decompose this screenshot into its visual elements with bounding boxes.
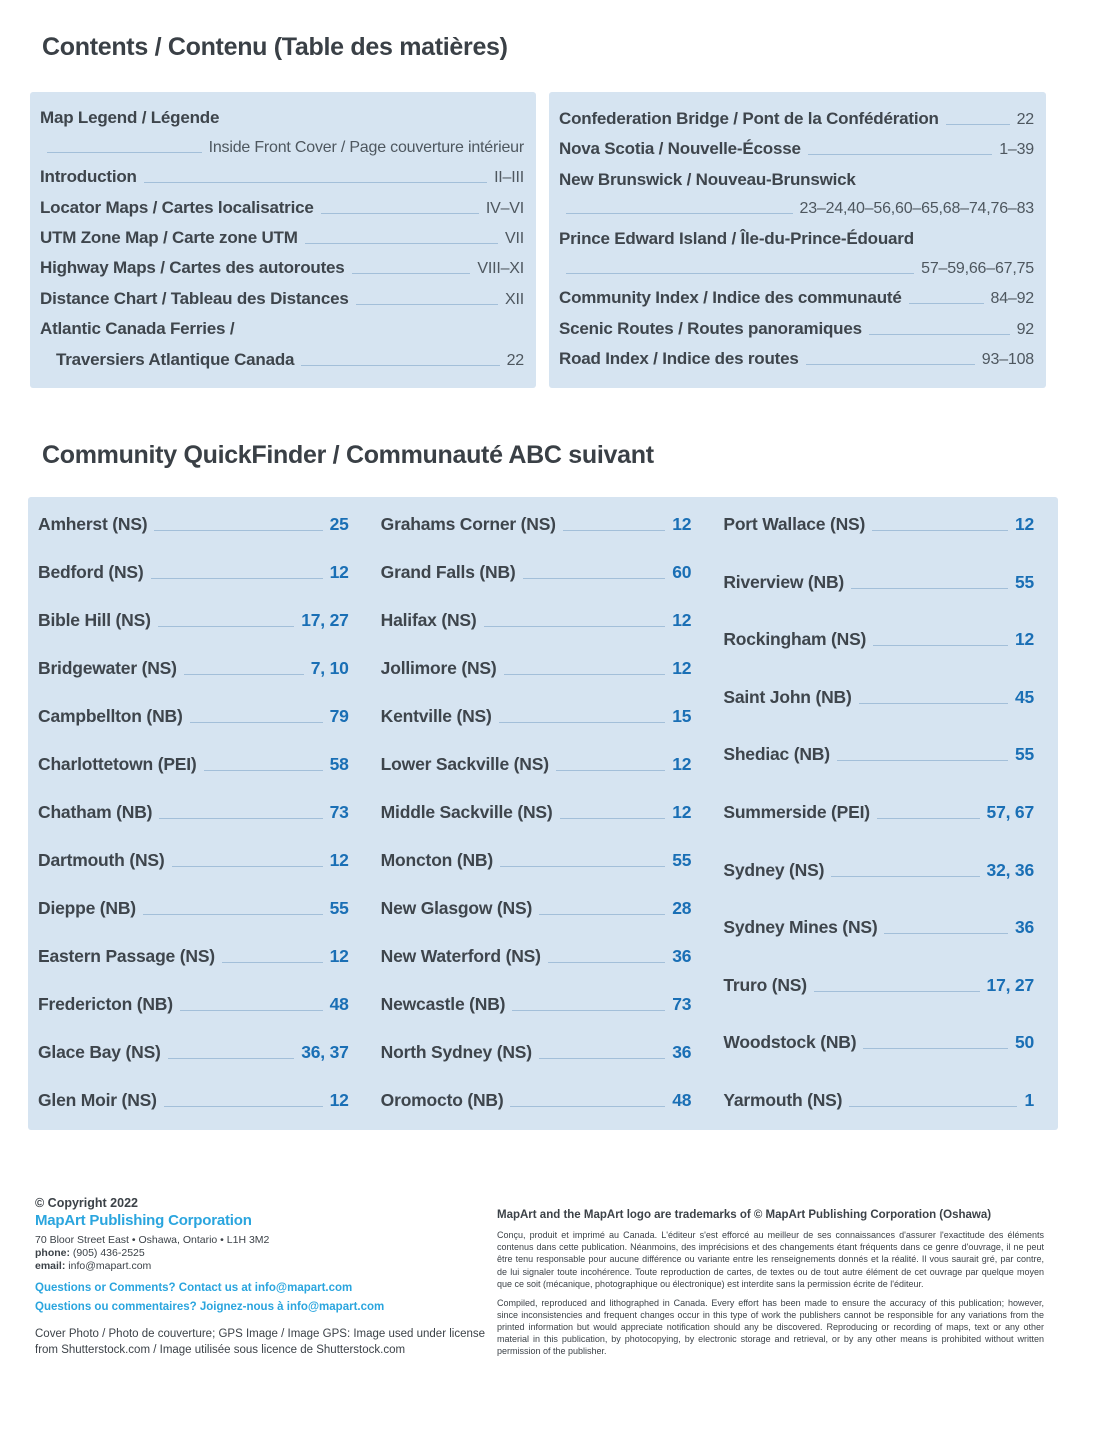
contents-entry-label: Introduction — [40, 167, 137, 187]
quickfinder-entry — [38, 946, 349, 967]
contents-entry — [559, 229, 1034, 249]
community-name: New Glasgow (NS) — [380, 898, 533, 918]
quickfinder-entry — [38, 1090, 349, 1111]
dot-leader — [859, 703, 1008, 704]
dot-leader — [869, 334, 1010, 335]
contents-entry-label: Nova Scotia / Nouvelle-Écosse — [559, 139, 801, 159]
community-name: Moncton (NB) — [380, 850, 493, 870]
dot-leader — [180, 1010, 323, 1011]
dot-leader — [484, 626, 666, 627]
community-name: Bedford (NS) — [38, 562, 144, 582]
community-name: North Sydney (NS) — [380, 1042, 532, 1062]
quickfinder-column — [723, 514, 1034, 1111]
community-name: Chatham (NB) — [38, 802, 153, 822]
dot-leader — [172, 866, 323, 867]
quickfinder-entry — [723, 860, 1034, 881]
community-name: Eastern Passage (NS) — [38, 946, 215, 966]
community-page-number: 12 — [672, 658, 692, 678]
community-page-number: 36 — [672, 946, 692, 966]
community-page-number: 60 — [672, 562, 692, 582]
dot-leader — [539, 1058, 665, 1059]
contents-entry — [40, 289, 524, 309]
dot-leader — [504, 674, 666, 675]
contents-entry-subline — [40, 350, 524, 370]
dot-leader — [499, 722, 666, 723]
dot-leader — [806, 364, 975, 365]
community-page-number: 36 — [672, 1042, 692, 1062]
contents-entry-label: Locator Maps / Cartes localisatrice — [40, 197, 314, 217]
dot-leader — [512, 1010, 665, 1011]
contents-entry-pages: II–III — [494, 169, 524, 187]
contents-entry-pages: 57–59,66–67,75 — [921, 259, 1034, 277]
community-name: Kentville (NS) — [380, 706, 492, 726]
dot-leader — [837, 760, 1008, 761]
community-name: New Waterford (NS) — [380, 946, 541, 966]
contents-entry-pages: 23–24,40–56,60–65,68–74,76–83 — [799, 200, 1034, 218]
community-name: Fredericton (NB) — [38, 994, 173, 1014]
dot-leader — [851, 588, 1008, 589]
community-page-number: 12 — [329, 850, 349, 870]
dot-leader — [884, 933, 1007, 934]
contents-entry — [559, 319, 1034, 339]
contents-entry-pages: 92 — [1016, 320, 1034, 338]
community-page-number: 73 — [672, 994, 692, 1014]
contents-entry — [40, 319, 524, 339]
quickfinder-entry — [38, 562, 349, 583]
quickfinder-entry — [723, 629, 1034, 650]
community-name: Sydney (NS) — [723, 859, 825, 880]
dot-leader — [500, 866, 665, 867]
community-name: Grand Falls (NB) — [380, 562, 516, 582]
community-page-number: 36, 37 — [301, 1042, 349, 1062]
community-name: Newcastle (NB) — [380, 994, 506, 1014]
dot-leader — [873, 645, 1008, 646]
dot-leader — [566, 213, 793, 214]
community-name: Bible Hill (NS) — [38, 610, 151, 630]
community-name: Glen Moir (NS) — [38, 1090, 157, 1110]
community-page-number: 55 — [1014, 571, 1035, 592]
email-label: email: — [35, 1260, 66, 1272]
dot-leader — [204, 770, 323, 771]
dot-leader — [563, 530, 665, 531]
community-page-number: 55 — [1014, 744, 1035, 765]
contents-entry-pages-line — [559, 260, 1034, 278]
quickfinder-entry — [38, 514, 349, 535]
phone-value: (905) 436-2525 — [70, 1247, 145, 1259]
community-page-number: 12 — [1014, 629, 1035, 650]
quickfinder-entry — [38, 1042, 349, 1063]
dot-leader — [946, 124, 1010, 125]
contents-entry-label: Highway Maps / Cartes des autoroutes — [40, 258, 345, 278]
contents-entry-pages: VIII–XI — [477, 260, 524, 278]
community-page-number: 12 — [672, 802, 692, 822]
contact-line-en: Questions or Comments? Contact us at info@mapart.com — [35, 1282, 353, 1294]
contents-entry-pages-line — [559, 200, 1034, 218]
quickfinder-entry — [38, 706, 349, 727]
community-page-number: 17, 27 — [986, 974, 1035, 995]
dot-leader — [814, 991, 980, 992]
community-page-number: 57, 67 — [986, 801, 1035, 822]
contents-entry — [559, 349, 1034, 369]
quickfinder-entry — [381, 514, 692, 535]
contents-entry — [559, 139, 1034, 159]
community-name: Campbellton (NB) — [38, 706, 183, 726]
community-name: Amherst (NS) — [38, 514, 148, 534]
email-value: info@mapart.com — [65, 1260, 152, 1272]
quickfinder-entry — [381, 658, 692, 679]
community-name: Oromocto (NB) — [380, 1090, 504, 1110]
community-name: Truro (NS) — [723, 974, 807, 995]
quickfinder-entry — [38, 850, 349, 871]
community-page-number: 58 — [329, 754, 349, 774]
community-page-number: 17, 27 — [301, 610, 349, 630]
contents-entry-label: Distance Chart / Tableau des Distances — [40, 288, 349, 308]
dot-leader — [158, 626, 295, 627]
contents-entry-pages: 93–108 — [981, 351, 1034, 369]
quickfinder-entry — [38, 658, 349, 679]
quickfinder-entry — [381, 562, 692, 583]
community-page-number: 7, 10 — [310, 658, 349, 678]
contents-entry — [40, 228, 524, 248]
dot-leader — [877, 818, 980, 819]
contents-entry — [559, 109, 1034, 129]
dot-leader — [356, 304, 498, 305]
dot-leader — [352, 273, 471, 274]
contents-entry-label: Map Legend / Légende — [40, 108, 220, 128]
dot-leader — [159, 818, 322, 819]
quickfinder-entry — [381, 946, 692, 967]
community-page-number: 32, 36 — [986, 859, 1035, 880]
contents-entry — [559, 288, 1034, 308]
contents-entry-label: Community Index / Indice des communauté — [559, 288, 902, 308]
contents-entry-pages-line — [40, 139, 524, 157]
quickfinder-entry — [381, 850, 692, 871]
dot-leader — [144, 182, 487, 183]
community-name: Sydney Mines (NS) — [723, 917, 878, 938]
dot-leader — [510, 1106, 665, 1107]
community-page-number: 12 — [672, 514, 692, 534]
community-name: Dartmouth (NS) — [38, 850, 165, 870]
contents-right-panel — [549, 92, 1046, 388]
quickfinder-entry — [723, 514, 1034, 535]
dot-leader — [305, 243, 498, 244]
dot-leader — [566, 273, 914, 274]
community-name: Jollimore (NS) — [380, 658, 497, 678]
community-page-number: 25 — [329, 514, 349, 534]
contents-entry-sublabel: Traversiers Atlantique Canada — [56, 349, 295, 369]
dot-leader — [539, 914, 665, 915]
contents-entry-pages: VII — [505, 229, 524, 247]
dot-leader — [190, 722, 323, 723]
dot-leader — [164, 1106, 323, 1107]
publisher-name: MapArt Publishing Corporation — [35, 1212, 252, 1229]
contents-entry-label: Road Index / Indice des routes — [559, 349, 799, 369]
dot-leader — [301, 365, 499, 366]
community-page-number: 12 — [329, 1090, 349, 1110]
quickfinder-entry — [38, 754, 349, 775]
dot-leader — [909, 303, 984, 304]
quickfinder-entry — [381, 1090, 692, 1111]
cover-photo-credit: Cover Photo / Photo de couverture; GPS Image / Image GPS: Image used under license from Shutterstock.com / Image utilisée sous licence de Shutterstock.com — [35, 1328, 486, 1357]
dot-leader — [872, 530, 1008, 531]
quickfinder-entry — [38, 610, 349, 631]
contents-entry — [40, 198, 524, 218]
quickfinder-entry — [723, 975, 1034, 996]
contents-entry-pages: 1–39 — [999, 141, 1034, 159]
dot-leader — [47, 152, 202, 153]
footer-legal-block — [497, 1208, 1044, 1357]
contents-entry — [40, 167, 524, 187]
quickfinder-entry — [381, 706, 692, 727]
contents-entry-label: UTM Zone Map / Carte zone UTM — [40, 227, 298, 247]
contents-entry-label: Confederation Bridge / Pont de la Confédération — [559, 108, 939, 128]
community-name: Saint John (NB) — [723, 686, 852, 707]
community-name: Grahams Corner (NS) — [380, 514, 556, 534]
contents-entry-label: New Brunswick / Nouveau-Brunswick — [559, 169, 856, 189]
community-page-number: 50 — [1014, 1032, 1035, 1053]
community-page-number: 73 — [329, 802, 349, 822]
dot-leader — [222, 962, 323, 963]
contact-line-fr: Questions ou commentaires? Joignez-nous à info@mapart.com — [35, 1301, 385, 1313]
dot-leader — [143, 914, 323, 915]
community-page-number: 45 — [1014, 686, 1035, 707]
trademark-line: MapArt and the MapArt logo are trademarks of © MapArt Publishing Corporation (Oshawa) — [497, 1209, 992, 1221]
contents-title: Contents / Contenu (Table des matières) — [42, 33, 508, 61]
quickfinder-panel — [28, 497, 1058, 1130]
contents-entry-pages: 84–92 — [990, 290, 1034, 308]
phone-label: phone: — [35, 1247, 70, 1259]
community-name: Port Wallace (NS) — [723, 514, 866, 534]
quickfinder-entry — [381, 1042, 692, 1063]
dot-leader — [831, 876, 979, 877]
community-name: Rockingham (NS) — [723, 629, 867, 650]
quickfinder-entry — [381, 994, 692, 1015]
copyright-line: © Copyright 2022 — [35, 1196, 138, 1210]
dot-leader — [184, 674, 304, 675]
legal-text-french: Conçu, produit et imprimé au Canada. L'éditeur s'est efforcé au meilleur de ses connaissances d'assurer l'exactitude des éléments contenus dans cette publication. Néanmoins, des imprécisions et des changements étant fréquents dans ce genre d'ouvrage, il ne peut être tenu responsable pour aucune différence ou variante entre les renseignements donnés et la réalité. Il vous saurait gré, par contre, de lui signaler toute incohérence. Toute reproduction de cartes, de textes ou de tout autre élément de cet ouvrage par quelque moyen que ce soit (mécanique, photographique ou électronique) est interdite sans la permission écrite de l'éditeur. — [497, 1230, 1044, 1289]
quickfinder-entry — [723, 917, 1034, 938]
community-page-number: 36 — [1014, 917, 1035, 938]
contents-entry — [40, 108, 524, 128]
quickfinder-entry — [38, 994, 349, 1015]
contents-entry-pages: 22 — [506, 351, 524, 369]
quickfinder-entry — [38, 802, 349, 823]
dot-leader — [560, 818, 666, 819]
contents-entry-pages: 22 — [1016, 110, 1034, 128]
contents-entry — [40, 258, 524, 278]
community-page-number: 28 — [672, 898, 692, 918]
contents-left-panel — [30, 92, 536, 388]
community-page-number: 48 — [329, 994, 349, 1014]
dot-leader — [523, 578, 666, 579]
community-name: Woodstock (NB) — [723, 1032, 857, 1053]
community-page-number: 48 — [672, 1090, 692, 1110]
community-page-number: 12 — [329, 562, 349, 582]
publisher-email — [35, 1260, 490, 1272]
publisher-address: 70 Bloor Street East • Oshawa, Ontario • L1H 3M2 — [35, 1234, 270, 1246]
quickfinder-title: Community QuickFinder / Communauté ABC suivant — [42, 441, 654, 469]
contents-entry-pages: Inside Front Cover / Page couverture intérieur — [208, 138, 524, 156]
community-name: Middle Sackville (NS) — [380, 802, 553, 822]
contents-entry — [559, 170, 1034, 190]
dot-leader — [168, 1058, 295, 1059]
community-name: Lower Sackville (NS) — [380, 754, 549, 774]
community-name: Dieppe (NB) — [38, 898, 136, 918]
quickfinder-entry — [381, 754, 692, 775]
community-name: Charlottetown (PEI) — [38, 754, 197, 774]
dot-leader — [154, 530, 322, 531]
quickfinder-entry — [381, 802, 692, 823]
contents-entry-pages: XII — [505, 290, 524, 308]
publisher-phone — [35, 1247, 490, 1259]
footer-publisher-block — [35, 1196, 490, 1358]
quickfinder-entry — [723, 1090, 1034, 1111]
community-name: Bridgewater (NS) — [38, 658, 177, 678]
community-page-number: 1 — [1024, 1089, 1035, 1110]
dot-leader — [151, 578, 323, 579]
dot-leader — [548, 962, 666, 963]
quickfinder-entry — [723, 802, 1034, 823]
dot-leader — [321, 213, 479, 214]
quickfinder-entry — [723, 687, 1034, 708]
community-name: Yarmouth (NS) — [723, 1089, 843, 1110]
community-page-number: 55 — [329, 898, 349, 918]
quickfinder-entry — [381, 610, 692, 631]
community-name: Riverview (NB) — [723, 571, 845, 592]
quickfinder-entry — [38, 898, 349, 919]
contents-entry-label: Atlantic Canada Ferries / — [40, 319, 235, 339]
quickfinder-column — [381, 514, 692, 1111]
dot-leader — [849, 1106, 1017, 1107]
community-page-number: 12 — [672, 610, 692, 630]
community-page-number: 12 — [1014, 514, 1035, 534]
contents-entry-label: Prince Edward Island / Île-du-Prince-Édouard — [559, 228, 914, 248]
community-page-number: 15 — [672, 706, 692, 726]
dot-leader — [556, 770, 665, 771]
community-name: Shediac (NB) — [723, 744, 830, 765]
dot-leader — [863, 1048, 1008, 1049]
community-name: Glace Bay (NS) — [38, 1042, 161, 1062]
community-name: Summerside (PEI) — [723, 801, 870, 822]
community-name: Halifax (NS) — [380, 610, 477, 630]
quickfinder-entry — [381, 898, 692, 919]
community-page-number: 55 — [672, 850, 692, 870]
legal-text-english: Compiled, reproduced and lithographed in Canada. Every effort has been made to ensure the accuracy of this publication; however, since inconsistencies and frequent changes occur in this type of work the publishers cannot be responsible for any variations from the printed information but would appreciate notification should any be discovered. Reproducing or recording of maps, text or any other material in this publication, by photocopying, by electronic storage and retrieval, or by any other means is prohibited without written permission of the publisher. — [497, 1297, 1044, 1356]
contents-entry-label: Scenic Routes / Routes panoramiques — [559, 318, 862, 338]
community-page-number: 79 — [329, 706, 349, 726]
quickfinder-entry — [723, 744, 1034, 765]
quickfinder-entry — [723, 572, 1034, 593]
contents-entry-pages: IV–VI — [485, 199, 524, 217]
dot-leader — [808, 154, 992, 155]
quickfinder-entry — [723, 1032, 1034, 1053]
community-page-number: 12 — [672, 754, 692, 774]
community-page-number: 12 — [329, 946, 349, 966]
quickfinder-column — [38, 514, 349, 1111]
